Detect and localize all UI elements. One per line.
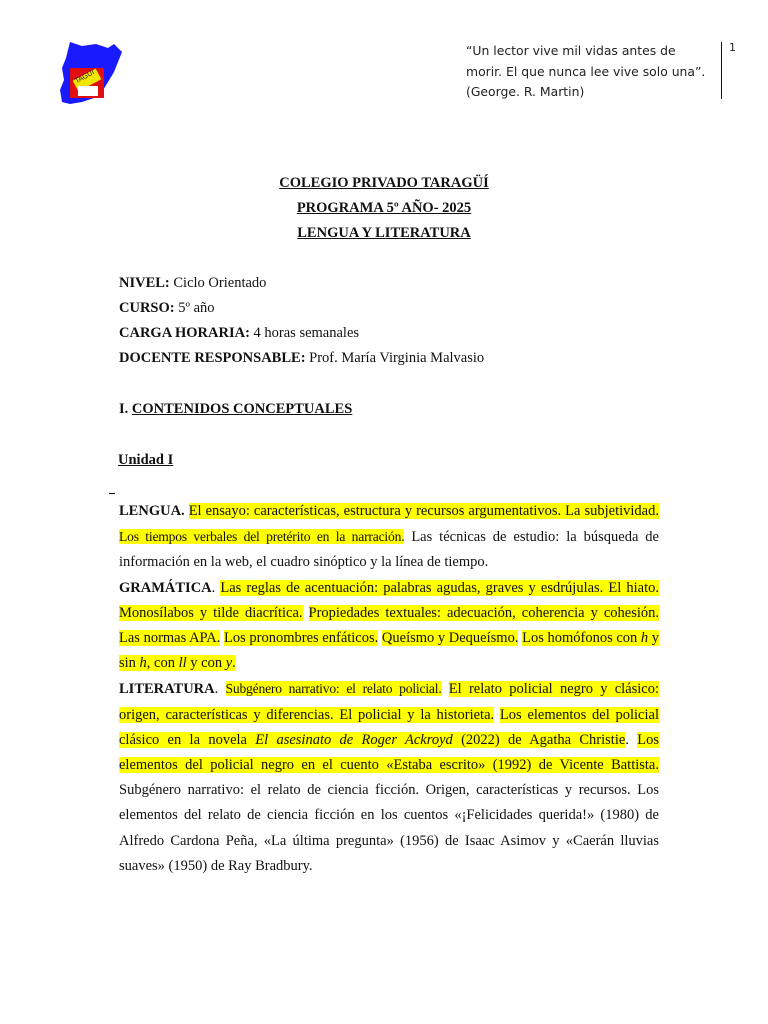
gramatica-highlight-5: Los homófonos con h y sin h, con ll y con y.	[119, 630, 660, 672]
section-number: I.	[119, 401, 132, 417]
lengua-label: LENGUA.	[119, 503, 185, 519]
lengua-highlight-1: El ensayo: características, estructura y recursos argumentativos. La subjetividad.	[188, 503, 659, 519]
page-number: 1	[729, 41, 736, 54]
nivel-field	[119, 275, 266, 292]
svg-text:TAGUI: TAGUI	[73, 68, 96, 86]
carga-label: CARGA HORARIA:	[119, 325, 250, 341]
carga-field	[119, 325, 359, 342]
curso-label: CURSO:	[119, 300, 175, 316]
lengua-text: Las técnicas de estudio: la búsqueda de información en la web, el cuadro sinóptico y la línea de tiempo.	[119, 529, 659, 571]
carga-value: 4 horas semanales	[249, 325, 360, 341]
literatura-highlight-4: Los elementos del policial negro en el cuento «Estaba escrito» (1992) de Vicente Battista.	[119, 731, 659, 774]
gramatica-paragraph: GRAMÁTICA. Las reglas de acentuación: palabras agudas, graves y esdrújulas. El hiato. Monosílabos y tilde diacrítica. Propiedades textuales: adecuación, coherencia y cohesión. Las normas APA. Los pronombres enfáticos. Queísmo y Dequeísmo. Los homófonos con h y sin h, con ll y con y.	[119, 579, 660, 672]
literatura-label: LITERATURA	[119, 681, 215, 698]
header-quote: “Un lector vive mil vidas antes de morir. El que nunca lee vive solo una”. (George. R. Martin)	[466, 43, 706, 100]
literatura-highlight-3: Los elementos del policial clásico en la novela El asesinato de Roger Ackroyd (2022) de Agatha Christie	[119, 706, 659, 748]
program-title: PROGRAMA 5º AÑO- 2025	[296, 200, 472, 216]
curso-field	[119, 300, 215, 317]
docente-label: DOCENTE RESPONSABLE:	[119, 350, 306, 366]
section-title: CONTENIDOS CONCEPTUALES	[131, 401, 353, 417]
literatura-paragraph: LITERATURA. Subgénero narrativo: el relato policial. El relato policial negro y clásico: origen, características y diferencias. El policial y la historieta. Los elementos del policial clásico en la novela El asesinato de Roger Ackroyd (2022) de Agatha Christie. Los elementos del policial negro en el cuento «Estaba escrito» (1992) de Vicente Battista. Subgénero narrativo: el relato de ciencia ficción. Origen, características y recursos. Los elementos del relato de ciencia ficción en los cuentos «¡Felicidades querida!» (1980) de Alfredo Cardona Peña, «La última pregunta» (1956) de Isaac Asimov y «Caerán lluvias suaves» (1950) de Ray Bradbury.	[119, 681, 660, 874]
literatura-highlight-2: El relato policial negro y clásico: origen, características y diferencias. El policial y la historieta.	[119, 681, 660, 723]
docente-field	[119, 350, 484, 367]
empty-line-marker	[109, 493, 115, 494]
lengua-highlight-2: Los tiempos verbales del pretérito en la narración.	[119, 529, 405, 545]
school-logo	[56, 40, 126, 106]
book-title: El asesinato de Roger Ackroyd	[255, 731, 453, 748]
unit-heading: Unidad I	[118, 452, 174, 468]
docente-value: Prof. María Virginia Malvasio	[305, 350, 485, 366]
nivel-label: NIVEL:	[119, 275, 170, 291]
gramatica-highlight-2: Propiedades textuales: adecuación, coherencia y cohesión. Las normas APA.	[119, 604, 659, 647]
content-body	[119, 499, 659, 879]
curso-value: 5º año	[174, 300, 215, 316]
section-heading	[119, 401, 352, 418]
gramatica-highlight-1: Las reglas de acentuación: palabras agudas, graves y esdrújulas. El hiato. Monosílabos y tilde diacrítica.	[119, 579, 659, 621]
header-divider	[721, 42, 722, 99]
lengua-paragraph	[119, 499, 659, 576]
gramatica-highlight-4: Queísmo y Dequeísmo.	[381, 630, 519, 647]
gramatica-highlight-3: Los pronombres enfáticos.	[224, 630, 379, 647]
literatura-text: Subgénero narrativo: el relato de ciencia ficción. Origen, características y recursos. Los elementos del relato de ciencia ficción en los cuentos «¡Felicidades querida!» (1980) de Alfredo Cardona Peña, «La última pregunta» (1956) de Isaac Asimov y «Caerán lluvias suaves» (1950) de Ray Bradbury.	[119, 782, 659, 874]
subject-title: LENGUA Y LITERATURA	[297, 225, 471, 241]
literatura-highlight-1: Subgénero narrativo: el relato policial.	[225, 681, 442, 697]
gramatica-label: GRAMÁTICA	[119, 579, 212, 596]
school-title: COLEGIO PRIVADO TARAGÜÍ	[279, 175, 489, 191]
nivel-value: Ciclo Orientado	[169, 275, 267, 291]
